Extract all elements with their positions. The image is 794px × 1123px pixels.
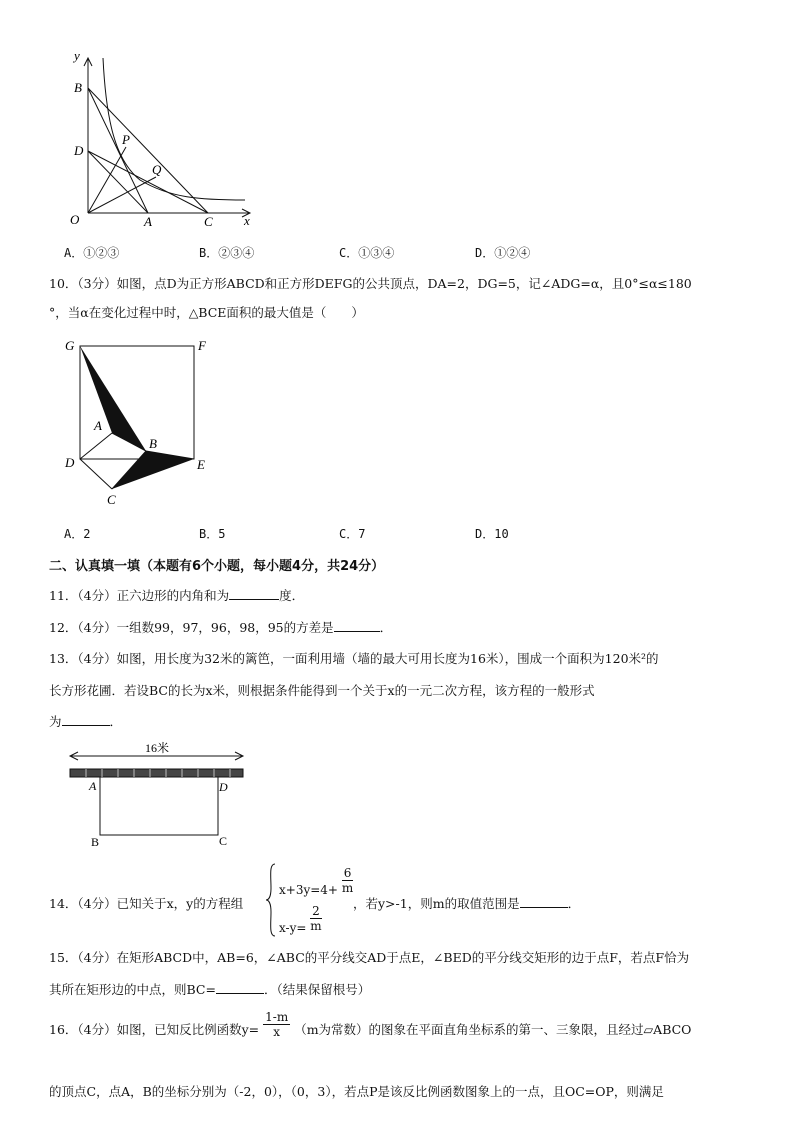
- q11-text: 11．（4分）正六边形的内角和为: [49, 588, 230, 603]
- q10-line1: 10．（3分）如图，点D为正方形ABCD和正方形DEFG的公共顶点，DA=2，DG=5，记∠ADG=α，且0°≤α≤180: [49, 276, 692, 291]
- q13-line2: 长方形花圃．若设BC的长为x米，则根据条件能得到一个关于x的一元二次方程，该方程的一般形式: [49, 683, 595, 698]
- q16-suffix: （m为常数）的图象在平面直角坐标系的第一、三象限，且经过▱ABCO: [294, 1022, 692, 1037]
- q14-eq1: [279, 866, 353, 895]
- hyperbola-curve: [103, 58, 245, 200]
- q12: [49, 619, 392, 636]
- q12-text: 12．（4分）一组数99，97，96，98，95的方差是: [49, 620, 334, 635]
- q15-after: ．（结果保留根号）: [263, 982, 371, 997]
- line-BA: [88, 88, 148, 213]
- q14-eq2: [279, 904, 322, 933]
- label-B: B: [91, 835, 100, 849]
- q11: [49, 587, 304, 604]
- label-A: A: [144, 214, 152, 229]
- q16-prefix: 16．（4分）如图，已知反比例函数y=: [49, 1022, 260, 1037]
- label-x: x: [244, 213, 250, 228]
- label-D: D: [65, 455, 75, 470]
- label-F: F: [198, 338, 206, 353]
- label-B: B: [149, 436, 157, 451]
- q14-suffix: ，若y>-1，则m的取值范围是: [353, 896, 520, 911]
- q14-eq1-fraction: [342, 866, 353, 895]
- label-C: C: [219, 834, 228, 848]
- q14-eq2-text: x-y=: [279, 921, 307, 935]
- label-C: C: [204, 214, 213, 229]
- q15-line1: 15．（4分）在矩形ABCD中，AB=6，∠ABC的平分线交AD于点E，∠BED的平分线交矩形的边于点F，若点F恰为: [49, 950, 690, 965]
- q10-line2: °，当α在变化过程中时，△BCE面积的最大值是（ ）: [49, 305, 364, 320]
- q13-line3-text: 为: [49, 714, 62, 729]
- triangle-GAB: [80, 346, 146, 451]
- section-2-heading: 二、认真填一填（本题有6个小题，每小题4分，共24分）: [49, 559, 385, 574]
- q16-frac-den: x: [273, 1025, 281, 1039]
- q10-option-b: B．5: [199, 527, 226, 541]
- q10-option-a: A．2: [64, 527, 91, 541]
- figure-coordinate-hyperbola: [60, 40, 270, 230]
- q13-answer-blank: [62, 713, 110, 726]
- q14-suffix-group: [353, 894, 580, 912]
- q10-option-c: C．7: [339, 527, 366, 541]
- q16-line1: [49, 1010, 691, 1046]
- q9-option-c: C．①③④: [339, 246, 395, 260]
- q11-answer-blank: [229, 587, 279, 600]
- q14-brace: [265, 862, 277, 938]
- line-BC: [88, 88, 208, 213]
- q14-eq2-fraction: [310, 904, 321, 933]
- q13-line1: 13．（4分）如图，用长度为32米的篱笆，一面利用墙（墙的最大可用长度为16米），围成一个面积为120米²的: [49, 651, 659, 666]
- label-O: O: [70, 212, 80, 227]
- q13-line3: [49, 713, 122, 730]
- q14-eq1-text: x+3y=4+: [279, 883, 338, 897]
- label-Q: Q: [152, 162, 162, 177]
- q16-fraction: [263, 1010, 290, 1039]
- figure-garden: [60, 738, 260, 853]
- label-C: C: [107, 492, 116, 507]
- label-y: y: [74, 48, 80, 63]
- q14: [49, 860, 749, 940]
- q16-line2: 的顶点C，点A，B的坐标分别为（-2，0），（0，3），若点P是该反比例函数图象上的一点，且OC=OP，则满足: [49, 1084, 664, 1099]
- q14-after: ．: [567, 896, 581, 911]
- q14-eq2-den: m: [310, 919, 322, 933]
- label-D: D: [219, 780, 228, 794]
- q14-answer-blank: [520, 895, 568, 908]
- q10-option-d: D．10: [475, 527, 509, 541]
- wall: [70, 769, 243, 777]
- q15-line2-text: 其所在矩形边的中点，则BC=: [49, 982, 216, 997]
- q14-prefix: 14．（4分）已知关于x，y的方程组: [49, 896, 244, 911]
- label-A: A: [94, 418, 102, 433]
- q14-eq1-num: 6: [343, 866, 352, 880]
- q12-answer-blank: [334, 619, 380, 632]
- label-G: G: [65, 338, 75, 353]
- label-E: E: [197, 457, 205, 472]
- q12-after: ．: [379, 620, 393, 635]
- q9-option-a: A．①②③: [64, 246, 120, 260]
- q11-after: 度．: [279, 588, 305, 603]
- label-A: A: [89, 779, 97, 793]
- label-D: D: [74, 143, 84, 158]
- q14-eq2-num: 2: [312, 904, 320, 918]
- figure-two-squares: [60, 332, 220, 512]
- q16-frac-num: 1-m: [265, 1010, 289, 1024]
- label-B: B: [74, 80, 82, 95]
- dimension-label: 16米: [145, 741, 170, 755]
- q15-line2: [49, 981, 370, 998]
- q9-option-b: B．②③④: [199, 246, 255, 260]
- label-P: P: [122, 132, 130, 147]
- fence: [100, 777, 218, 835]
- q14-eq1-den: m: [341, 881, 354, 895]
- q9-option-d: D．①②④: [475, 246, 531, 260]
- q15-answer-blank: [216, 981, 264, 994]
- q13-after: ．: [109, 714, 123, 729]
